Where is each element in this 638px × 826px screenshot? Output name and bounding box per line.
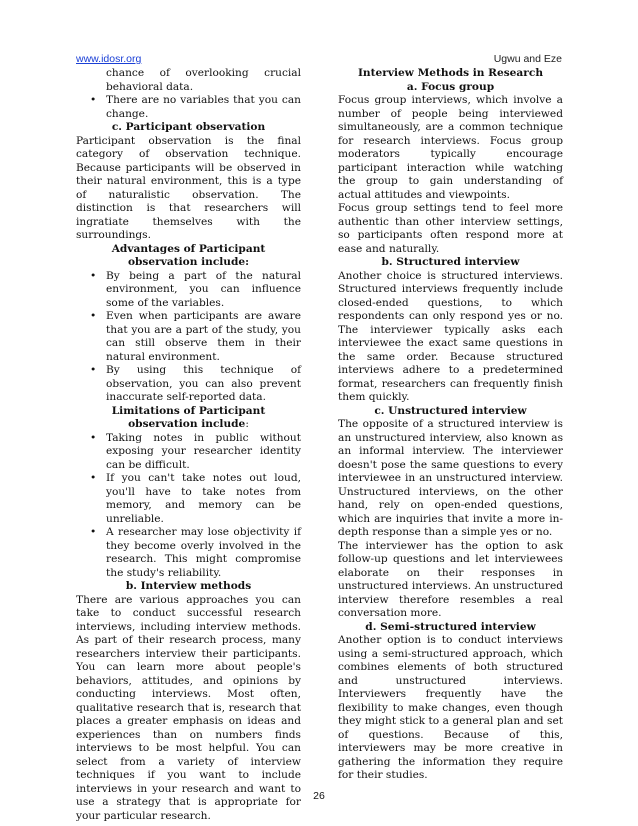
limitations-list [76,432,301,581]
list-item: • By using this technique of observation, you can also prevent inaccurate self-reported data. [106,364,301,405]
subheading-semi-structured-interview: d. Semi-structured interview [365,620,536,633]
list-item: • There are no variables that you can change. [106,94,301,121]
advantages-list [76,270,301,405]
paragraph-focus-group-1: Focus group interviews, which involve a number of people being interviewed simultaneously, are a common technique for research interviews. Focus group moderators typically encourage participant interaction while watching the group to gain understanding of actual attitudes and viewpoints. [338,94,563,201]
paragraph-unstructured-interview-2: The interviewer has the option to ask follow-up questions and let interviewees elaborate on their responses in unstructured interviews. An unstructured interview therefore resembles a real conversation more. [338,539,563,619]
section-heading-interview-methods: b. Interview methods [125,580,252,592]
subheading-unstructured-interview: c. Unstructured interview [374,404,527,417]
list-item: • By being a part of the natural environment, you can influence some of the variables. [106,270,301,311]
page-number: 26 [313,790,325,802]
list-item: • If you can't take notes out loud, you'll have to take notes from memory, and memory can be unreliable. [106,472,301,526]
subheading-focus-group: a. Focus group [406,80,495,93]
subheading-structured-interview: b. Structured interview [381,256,520,268]
limitations-heading-colon: : [245,418,249,430]
observation-bullets [76,94,301,121]
paragraph-structured-interview: Another choice is structured interviews. Structured interviews frequently include closed-ended questions, to which respondents can only respond yes or no. The interviewer typically asks each interviewee the exact same questions in the same order. Because structured interviews adhere to a predetermined format, researchers can frequently finish them quickly. [338,269,563,403]
limitations-heading [76,405,301,432]
list-item: • Even when participants are aware that you are a part of the study, you can still observe them in their natural environment. [106,310,301,364]
paragraph-focus-group-2: Focus group settings tend to feel more authentic than other interview settings, so participants often respond more at ease and naturally. [338,202,563,255]
continued-bullet-text: chance of overlooking crucial behavioral data. [106,67,301,93]
left-column [76,67,301,823]
limitations-heading-text: Limitations of Participant observation include [111,404,266,430]
page-header [76,53,562,67]
right-column [338,67,563,783]
section-heading-participant-observation: c. Participant observation [111,121,266,133]
journal-website-link[interactable]: www.idosr.org [76,53,142,65]
paragraph-unstructured-interview-1: The opposite of a structured interview is an unstructured interview, also known as an informal interview. The interviewer doesn't pose the same questions to every interviewee in an unstructured interview. Unstructured interviews, on the other hand, rely on open-ended questions, which are inquiries that invite a more in-depth response than a simple yes or no. [338,418,563,538]
list-item: • Taking notes in public without exposing your researcher identity can be difficult. [106,432,301,473]
advantages-heading: Advantages of Participant observation include: [111,242,266,268]
section-heading-interview-methods-in-research: Interview Methods in Research [357,67,544,79]
running-authors: Ugwu and Eze [493,53,562,65]
paragraph-semi-structured-interview: Another option is to conduct interviews using a semi-structured approach, which combines elements of both structured and unstructured interviews. Interviewers frequently have the flexibility to make changes, even though they might stick to a general plan and set of questions. Because of this, interviewers may be more creative in gathering the information they require for their studies. [338,634,563,781]
paragraph-interview-methods: There are various approaches you can take to conduct successful research interviews, including interview methods. As part of their research process, many researchers interview their participants. You can learn more about people's behaviors, attitudes, and opinions by conducting interviews. Most often, qualitative research that is, research that places a greater emphasis on ideas and experiences than on numbers finds interviews to be most helpful. You can select from a variety of interview techniques if you want to include interviews in your research and want to use a strategy that is appropriate for your particular research. [76,593,301,822]
list-item: • A researcher may lose objectivity if they become overly involved in the research. This might compromise the study's reliability. [106,526,301,580]
paragraph-participant-observation: Participant observation is the final category of observation technique. Because participants will be observed in their natural environment, this is a type of naturalistic observation. The distinction is that researchers will ingratiate themselves with the surroundings. [76,134,301,241]
